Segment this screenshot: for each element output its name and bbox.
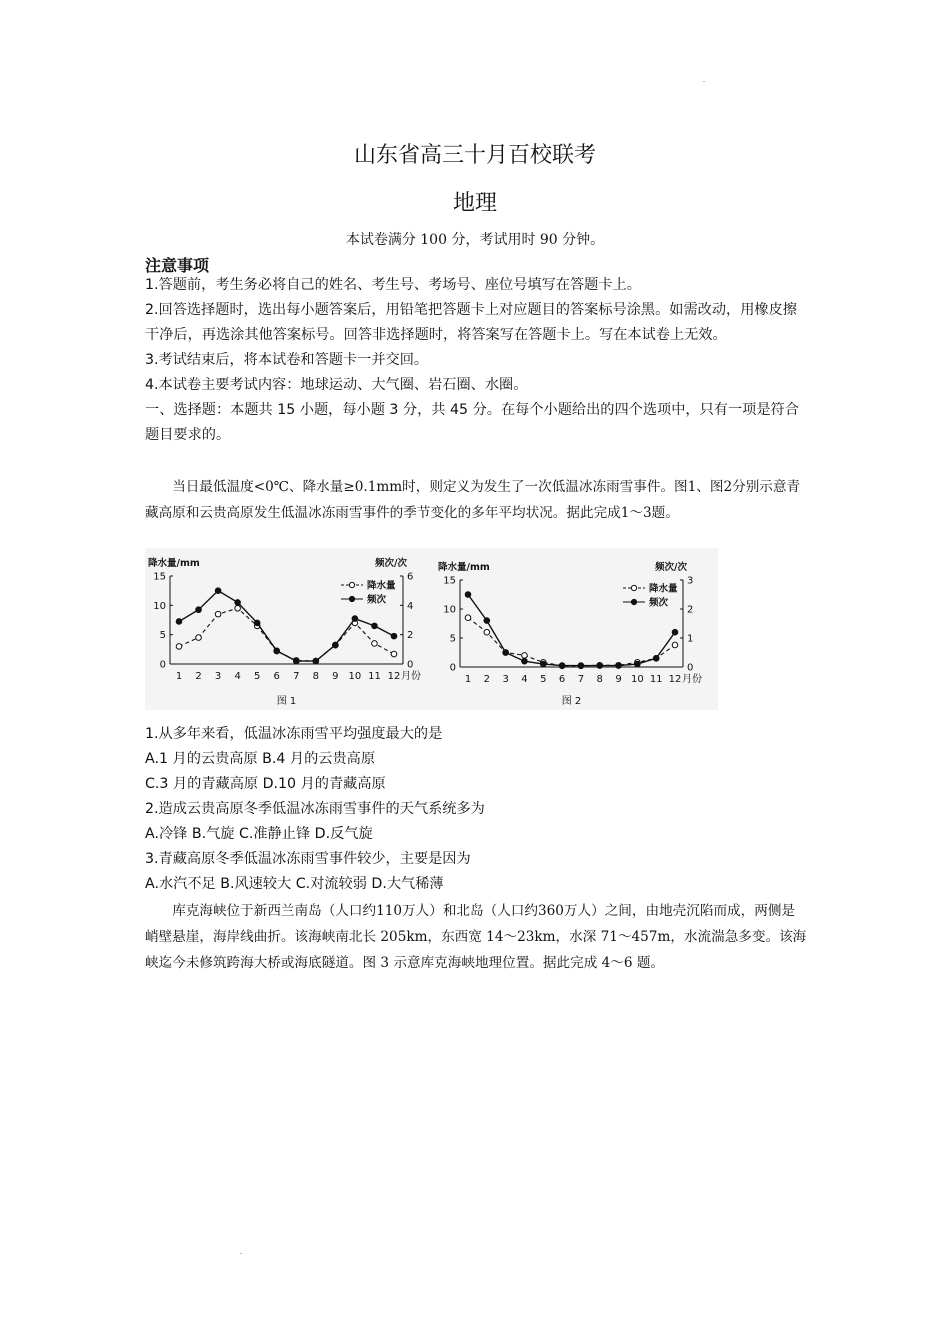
data-point-频次 xyxy=(672,629,678,635)
notice-heading: 注意事项 xyxy=(145,256,210,275)
x-tick-label: 10 xyxy=(348,671,362,682)
y-right-tick-label: 1 xyxy=(687,633,694,645)
legend-marker xyxy=(349,596,354,601)
y-right-tick-label: 2 xyxy=(407,630,414,642)
y-left-tick-label: 10 xyxy=(443,604,456,616)
data-point-频次 xyxy=(196,607,202,613)
data-point-降水量 xyxy=(522,653,528,659)
y-axis-left-label: 降水量/mm xyxy=(438,562,490,573)
data-point-降水量 xyxy=(372,641,378,647)
data-point-频次 xyxy=(540,661,546,667)
notice-item: 1.答题前，考生务必将自己的姓名、考生号、考场号、座位号填写在答题卡上。 xyxy=(145,277,641,293)
passage-2: 库克海峡位于新西兰南岛（人口约110万人）和北岛（人口约360万人）之间，由地壳沉陷而成，两侧是峭壁悬崖，海岸线曲折。该海峡南北长 205km，东西宽 14～23km，水深 71～457m，水流湍急多变。该海峡迄今未修筑跨海大桥或海底隧道。图 3 示意库克海峡地理位置。据此完成 4～6 题。 xyxy=(145,903,807,971)
chart-1 xyxy=(145,548,435,710)
data-point-频次 xyxy=(522,658,528,664)
y-right-tick-label: 0 xyxy=(687,662,694,674)
exam-meta: 本试卷满分 100 分，考试用时 90 分钟。 xyxy=(345,232,605,248)
data-point-频次 xyxy=(333,642,339,648)
legend-marker xyxy=(631,599,636,604)
data-point-频次 xyxy=(391,633,397,639)
figure-2 xyxy=(433,548,718,710)
chart-2 xyxy=(433,548,718,710)
x-tick-label: 12 xyxy=(387,671,401,682)
passage-1: 当日最低温度<0℃、降水量≥0.1mm时，则定义为发生了一次低温冰冻雨雪事件。图1、图2分别示意青藏高原和云贵高原发生低温冰冻雨雪事件的季节变化的多年平均状况。据此完成1～3题。 xyxy=(145,479,801,521)
y-right-tick-label: 3 xyxy=(687,575,694,587)
question-3-stem: 3.青藏高原冬季低温冰冻雨雪事件较少，主要是因为 xyxy=(145,851,471,867)
y-left-tick-label: 5 xyxy=(449,633,456,645)
legend-marker xyxy=(631,585,636,590)
data-point-频次 xyxy=(578,663,584,669)
x-tick-label: 4 xyxy=(521,674,528,685)
data-point-频次 xyxy=(503,650,509,656)
notice-item: 3.考试结束后，将本试卷和答题卡一并交回。 xyxy=(145,352,429,368)
y-right-tick-label: 4 xyxy=(407,600,414,612)
data-point-频次 xyxy=(215,588,221,594)
data-point-降水量 xyxy=(235,605,241,611)
question-2-options: A.冷锋 B.气旋 C.准静止锋 D.反气旋 xyxy=(145,826,373,842)
data-point-降水量 xyxy=(215,611,221,617)
data-point-频次 xyxy=(176,619,182,625)
x-tick-label: 8 xyxy=(312,671,320,682)
legend-marker xyxy=(349,582,354,587)
x-tick-label: 9 xyxy=(332,671,339,682)
x-tick-label: 10 xyxy=(630,674,644,685)
data-point-降水量 xyxy=(176,644,182,650)
figure-caption: 图 2 xyxy=(561,696,582,707)
legend-label: 降水量 xyxy=(649,583,678,595)
question-1-options-a-b: A.1 月的云贵高原 B.4 月的云贵高原 xyxy=(145,751,376,767)
figure-1 xyxy=(145,548,435,710)
notice-list xyxy=(145,273,807,448)
data-point-降水量 xyxy=(196,635,202,641)
x-tick-label: 7 xyxy=(293,671,300,682)
data-point-频次 xyxy=(274,648,280,654)
data-point-频次 xyxy=(465,592,471,598)
data-point-频次 xyxy=(653,656,659,662)
y-left-tick-label: 0 xyxy=(159,659,166,671)
subject-title: 地理 xyxy=(452,191,497,216)
data-point-频次 xyxy=(372,623,378,629)
x-axis-unit-label: 月份 xyxy=(682,674,702,685)
figure-caption: 图 1 xyxy=(276,696,297,707)
question-2-stem: 2.造成云贵高原冬季低温冰冻雨雪事件的天气系统多为 xyxy=(145,801,485,817)
data-point-频次 xyxy=(254,620,260,626)
x-tick-label: 3 xyxy=(214,671,222,682)
data-point-频次 xyxy=(235,600,241,606)
question-1-options-c-d: C.3 月的青藏高原 D.10 月的青藏高原 xyxy=(145,776,386,792)
section-intro: 一、选择题：本题共 15 小题，每小题 3 分，共 45 分。在每个小题给出的四个选项中，只有一项是符合题目要求的。 xyxy=(145,402,799,443)
scan-mark xyxy=(703,81,705,82)
x-tick-label: 2 xyxy=(483,674,491,685)
y-left-tick-label: 0 xyxy=(449,662,456,674)
figure-background xyxy=(145,548,435,710)
x-tick-label: 7 xyxy=(577,674,585,685)
y-right-tick-label: 2 xyxy=(687,604,694,616)
y-left-tick-label: 15 xyxy=(153,571,166,583)
y-left-tick-label: 10 xyxy=(153,600,166,612)
data-point-频次 xyxy=(484,618,490,624)
x-tick-label: 1 xyxy=(464,674,472,685)
data-point-频次 xyxy=(559,663,565,669)
legend-label: 降水量 xyxy=(367,580,396,592)
x-tick-label: 6 xyxy=(558,674,566,685)
x-tick-label: 11 xyxy=(368,671,381,682)
legend-label: 频次 xyxy=(649,597,669,609)
data-point-频次 xyxy=(635,661,641,667)
data-point-频次 xyxy=(616,663,622,669)
y-axis-right-label: 频次/次 xyxy=(655,562,687,573)
x-tick-label: 12 xyxy=(668,674,682,685)
notice-item: 4.本试卷主要考试内容：地球运动、大气圈、岩石圈、水圈。 xyxy=(145,377,528,393)
x-tick-label: 9 xyxy=(615,674,622,685)
x-tick-label: 2 xyxy=(195,671,202,682)
y-axis-left-label: 降水量/mm xyxy=(148,558,200,569)
x-tick-label: 11 xyxy=(649,674,663,685)
data-point-降水量 xyxy=(484,629,490,635)
x-tick-label: 1 xyxy=(175,671,183,682)
y-left-tick-label: 15 xyxy=(443,575,456,587)
data-point-降水量 xyxy=(672,642,678,648)
x-tick-label: 3 xyxy=(502,674,509,685)
scan-mark xyxy=(240,1253,242,1254)
y-right-tick-label: 6 xyxy=(407,571,414,583)
x-tick-label: 8 xyxy=(596,674,603,685)
legend-label: 频次 xyxy=(367,594,387,606)
data-point-频次 xyxy=(597,663,603,669)
question-3-options: A.水汽不足 B.风速较大 C.对流较弱 D.大气稀薄 xyxy=(145,876,444,892)
y-right-tick-label: 0 xyxy=(407,659,414,671)
data-point-频次 xyxy=(293,658,299,664)
data-point-频次 xyxy=(352,616,358,622)
question-1-stem: 1.从多年来看，低温冰冻雨雪平均强度最大的是 xyxy=(145,726,443,742)
y-axis-right-label: 频次/次 xyxy=(375,558,407,569)
x-tick-label: 5 xyxy=(540,674,547,685)
data-point-频次 xyxy=(313,658,319,664)
data-point-降水量 xyxy=(391,651,397,657)
x-tick-label: 6 xyxy=(273,671,280,682)
notice-item: 2.回答选择题时，选出每小题答案后，用铅笔把答题卡上对应题目的答案标号涂黑。如需改动，用橡皮擦干净后，再选涂其他答案标号。回答非选择题时，将答案写在答题卡上。写在本试卷上无效。 xyxy=(145,302,797,343)
x-tick-label: 5 xyxy=(253,671,261,682)
x-tick-label: 4 xyxy=(234,671,241,682)
page-title: 山东省高三十月百校联考 xyxy=(353,143,596,168)
x-axis-unit-label: 月份 xyxy=(401,671,421,682)
y-left-tick-label: 5 xyxy=(159,630,166,642)
data-point-降水量 xyxy=(465,615,471,621)
